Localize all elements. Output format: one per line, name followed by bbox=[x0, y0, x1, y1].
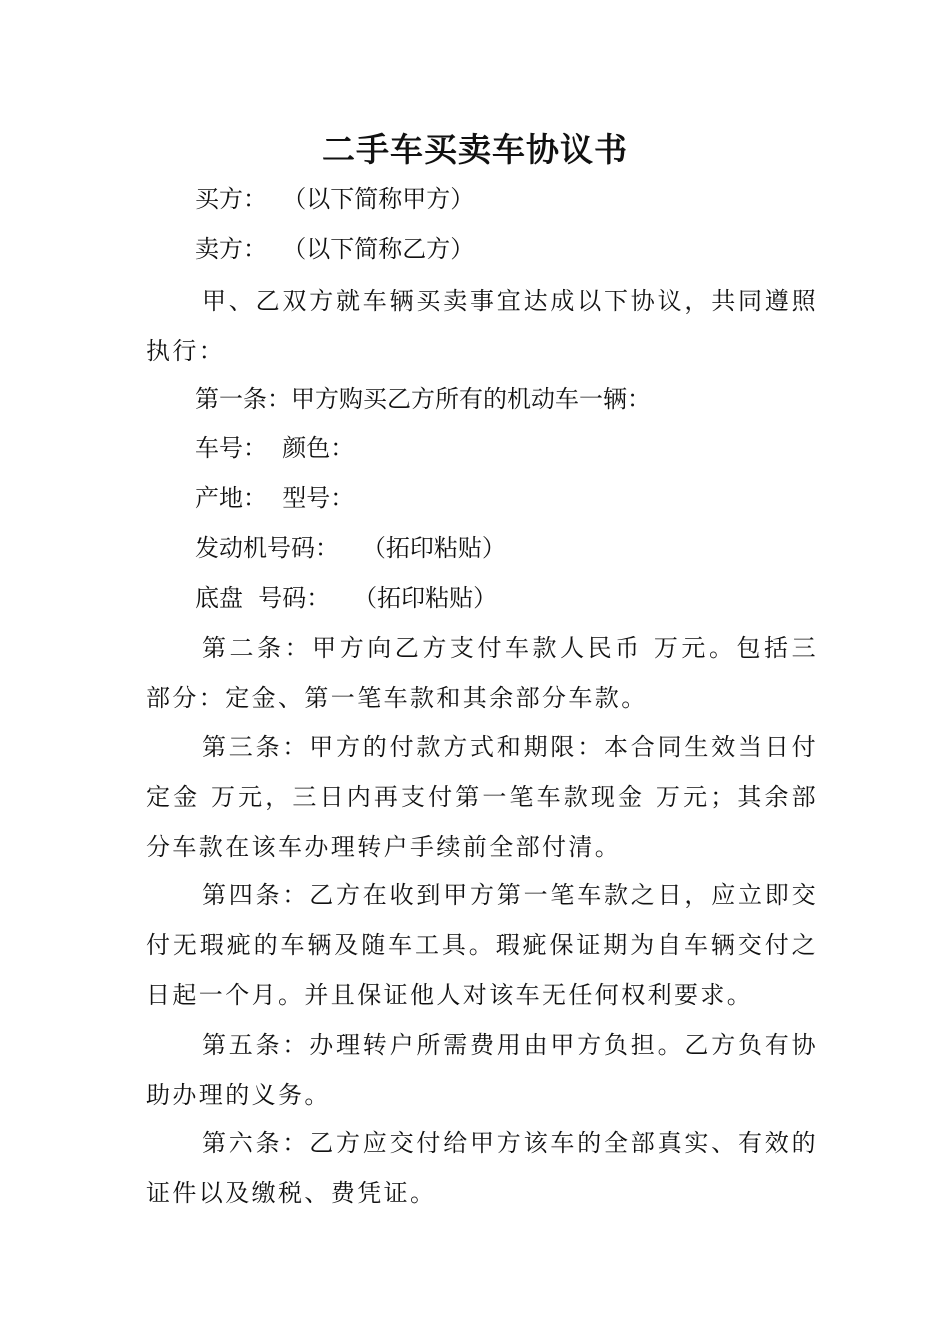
article-6: 第六条：乙方应交付给甲方该车的全部真实、有效的证件以及缴税、费凭证。 bbox=[146, 1129, 818, 1207]
article-2: 第二条：甲方向乙方支付车款人民币 万元。包括三部分：定金、第一笔车款和其余部分车款。 bbox=[146, 634, 818, 712]
article-1: 第一条：甲方购买乙方所有的机动车一辆： bbox=[195, 385, 651, 413]
document-title: 二手车买卖车协议书 bbox=[322, 130, 628, 169]
article-3: 第三条：甲方的付款方式和期限：本合同生效当日付定金 万元，三日内再支付第一笔车款现金 万元；其余部分车款在该车办理转户手续前全部付清。 bbox=[146, 733, 818, 861]
article-5: 第五条：办理转户所需费用由甲方负担。乙方负有协助办理的义务。 bbox=[146, 1031, 818, 1109]
plate-color-line: 车号： 颜色： bbox=[195, 434, 355, 462]
intro-paragraph: 甲、乙双方就车辆买卖事宜达成以下协议，共同遵照执行： bbox=[146, 287, 818, 365]
engine-number-line: 发动机号码： （拓印粘贴） bbox=[195, 534, 506, 562]
article-4: 第四条：乙方在收到甲方第一笔车款之日，应立即交付无瑕疵的车辆及随车工具。瑕疵保证期为自车辆交付之日起一个月。并且保证他人对该车无任何权利要求。 bbox=[146, 881, 818, 1009]
buyer-line: 买方： （以下简称甲方） bbox=[195, 185, 475, 213]
seller-line: 卖方： （以下简称乙方） bbox=[195, 235, 475, 263]
chassis-number-line: 底盘 号码： （拓印粘贴） bbox=[195, 584, 498, 612]
origin-model-line: 产地： 型号： bbox=[195, 484, 355, 512]
